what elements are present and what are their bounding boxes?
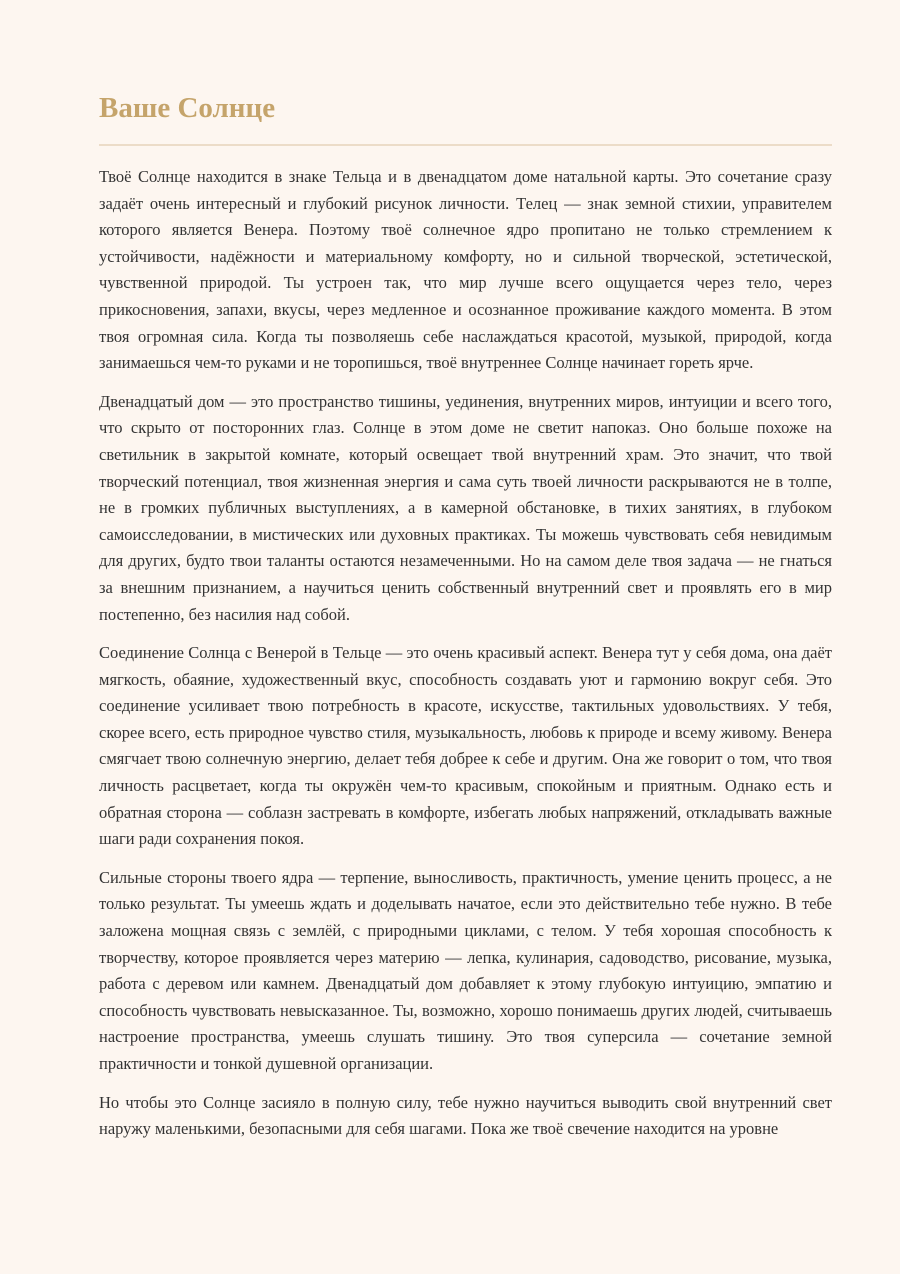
title-divider xyxy=(99,144,832,146)
paragraph: Соединение Солнца с Венерой в Тельце — это очень красивый аспект. Венера тут у себя дома, она даёт мягкость, обаяние, художественный вкус, способность создавать уют и гармонию вокруг себя. Это соединение усиливает твою потребность в красоте, искусстве, тактильных удовольствиях. У тебя, скорее всего, есть природное чувство стиля, музыкальность, любовь к природе и всему живому. Венера смягчает твою солнечную энергию, делает тебя добрее к себе и другим. Она же говорит о том, что твоя личность расцветает, когда ты окружён чем-то красивым, спокойным и приятным. Однако есть и обратная сторона — соблазн застревать в комфорте, избегать любых напряжений, откладывать важные шаги ради сохранения покоя. xyxy=(99,643,832,849)
paragraph: Двенадцатый дом — это пространство тишины, уединения, внутренних миров, интуиции и всего того, что скрыто от посторонних глаз. Солнце в этом доме не светит напоказ. Оно больше похоже на светильник в закрытой комнате, который освещает твой внутренний храм. Это значит, что твой творческий потенциал, твоя жизненная энергия и сама суть твоей личности раскрываются не в толпе, не в громких публичных выступлениях, а в камерной обстановке, в тихих занятиях, в глубоком самоисследовании, в мистических или духовных практиках. Ты можешь чувствовать себя невидимым для других, будто твои таланты остаются незамеченными. Но на самом деле твоя задача — не гнаться за внешним признанием, а научиться ценить собственный внутренний свет и проявлять его в мир постепенно, без насилия над собой. xyxy=(99,391,832,624)
paragraph: Сильные стороны твоего ядра — терпение, выносливость, практичность, умение ценить процесс, а не только результат. Ты умеешь ждать и доделывать начатое, если это действительно тебе нужно. В тебе заложена мощная связь с землёй, с природными циклами, с телом. У тебя хорошая способность к творчеству, которое проявляется через материю — лепка, кулинария, садоводство, рисование, музыка, работа с деревом или камнем. Двенадцатый дом добавляет к этому глубокую интуицию, эмпатию и способность чувствовать невысказанное. Ты, возможно, хорошо понимаешь других людей, считываешь настроение пространства, умеешь слушать тишину. Это твоя суперсила — сочетание земной практичности и тонкой душевной организации. xyxy=(99,867,832,1073)
page-title: Ваше Солнце xyxy=(99,92,276,124)
paragraph: Но чтобы это Солнце засияло в полную силу, тебе нужно научиться выводить свой внутренний свет наружу маленькими, безопасными для себя шагами. Пока же твоё свечение находится на уровне xyxy=(99,1092,832,1139)
document-page xyxy=(99,88,832,1155)
paragraph: Твоё Солнце находится в знаке Тельца и в двенадцатом доме натальной карты. Это сочетание сразу задаёт очень интересный и глубокий рисунок личности. Телец — знак земной стихии, управителем которого является Венера. Поэтому твоё солнечное ядро пропитано не только стремлением к устойчивости, надёжности и материальному комфорту, но и сильной творческой, эстетической, чувственной природой. Ты устроен так, что мир лучше всего ощущается через тело, через прикосновения, запахи, вкусы, через медленное и осознанное проживание каждого момента. В этом твоя огромная сила. Когда ты позволяешь себе наслаждаться красотой, музыкой, природой, когда занимаешься чем-то руками и не торопишься, твоё внутреннее Солнце начинает гореть ярче. xyxy=(99,167,832,373)
document-body xyxy=(99,164,832,1143)
